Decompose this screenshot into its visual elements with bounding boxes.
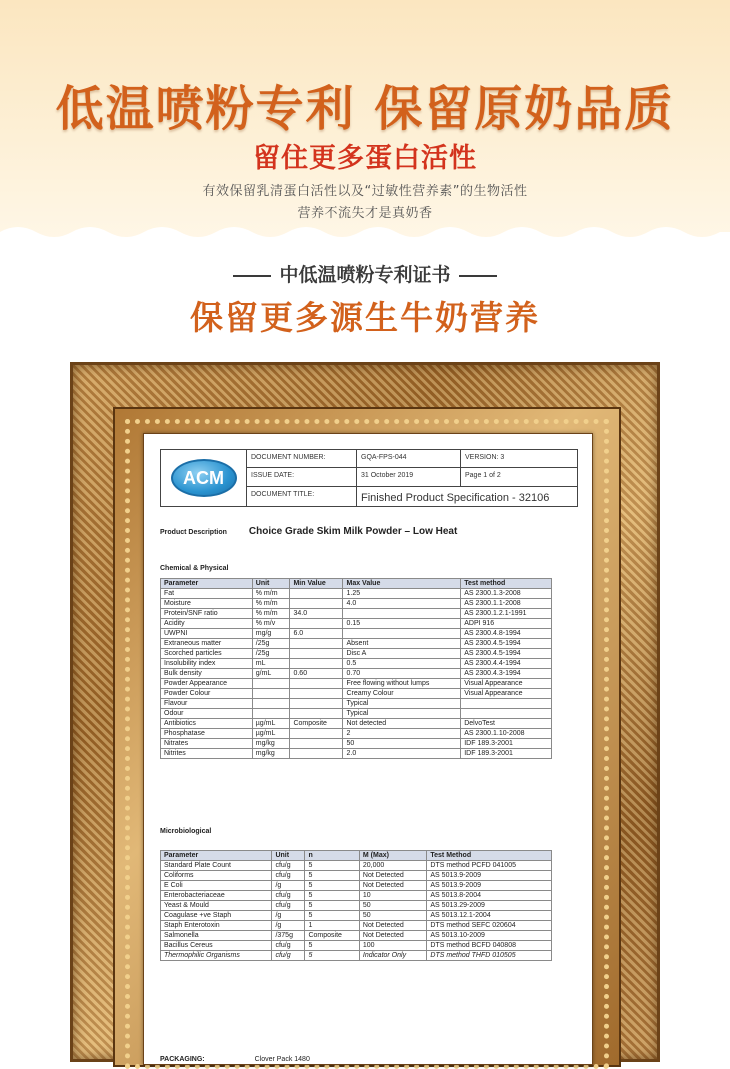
table-cell: 0.60 [290,669,343,679]
table-cell: mg/kg [252,739,290,749]
product-description-label: Product Description [160,529,227,536]
table-cell: AS 5013.9-2009 [427,881,552,891]
table-row [161,951,552,961]
column-header: Min Value [290,579,343,589]
table-row [161,629,552,639]
table-cell: AS 2300.1.2.1-1991 [461,609,552,619]
column-header: n [305,851,359,861]
table-cell: Bulk density [161,669,253,679]
table-cell: DTS method BCFD 040808 [427,941,552,951]
table-cell: Not Detected [359,931,427,941]
column-header: M (Max) [359,851,427,861]
table-cell [252,679,290,689]
table-cell: Visual Appearance [461,679,552,689]
issue-date-label: ISSUE DATE: [247,468,357,487]
table-cell: 50 [359,901,427,911]
table-row [161,921,552,931]
table-row [161,891,552,901]
table-row [161,901,552,911]
table-row [161,689,552,699]
table-cell: AS 2300.4.4-1994 [461,659,552,669]
table-row [161,881,552,891]
table-cell: % m/m [252,609,290,619]
table-cell [290,589,343,599]
acm-logo: ACM [171,459,237,497]
table-cell: DTS method SEFC 020604 [427,921,552,931]
table-cell: Visual Appearance [461,689,552,699]
table-row [161,659,552,669]
table-cell: 5 [305,941,359,951]
table-cell [290,639,343,649]
table-cell: Salmonella [161,931,272,941]
document-header [160,449,578,507]
table-cell: AS 2300.4.5-1994 [461,639,552,649]
table-row [161,669,552,679]
table-cell: AS 2300.4.5-1994 [461,649,552,659]
table-cell: AS 2300.4.3-1994 [461,669,552,679]
picture-frame [70,362,660,1062]
product-name: Choice Grade Skim Milk Powder – Low Heat [248,526,458,537]
table-row [161,871,552,881]
document-title-label: DOCUMENT TITLE: [247,487,357,506]
table-cell [290,729,343,739]
table-cell: Standard Plate Count [161,861,272,871]
table-cell: IDF 189.3-2001 [461,739,552,749]
table-cell [290,699,343,709]
table-cell: 5 [305,881,359,891]
table-cell: IDF 189.3-2001 [461,749,552,759]
table-cell: 2 [343,729,461,739]
table-cell: 10 [359,891,427,901]
table-cell: % m/v [252,619,290,629]
table-cell: Protein/SNF ratio [161,609,253,619]
table-cell: /g [272,881,305,891]
table-cell [461,699,552,709]
table-cell [252,709,290,719]
table-cell: 1 [305,921,359,931]
table-cell: E Coli [161,881,272,891]
table-row [161,589,552,599]
document-title-value: Finished Product Specification - 32106 [361,492,550,504]
description-line-1: 有效保留乳清蛋白活性以及“过敏性营养素”的生物活性 [202,184,528,199]
table-cell: 0.15 [343,619,461,629]
document-number-label: DOCUMENT NUMBER: [247,450,357,468]
table-cell [290,689,343,699]
table-row [161,729,552,739]
table-cell: 5 [305,861,359,871]
table-cell: 50 [343,739,461,749]
table-cell: Composite [290,719,343,729]
product-description [160,526,457,537]
table-cell: Composite [305,931,359,941]
table-cell: cfu/g [272,891,305,901]
table-cell: Not Detected [359,881,427,891]
table-cell: Antibiotics [161,719,253,729]
table-cell: % m/m [252,589,290,599]
certificate-title-text: 中低温喷粉专利证书 [279,264,451,286]
main-headline: 低温喷粉专利 保留原奶品质 [55,81,675,137]
chemical-physical-table [160,578,552,759]
table-cell: 2.0 [343,749,461,759]
table-cell: µg/mL [252,729,290,739]
table-cell: Scorched particles [161,649,253,659]
table-cell [290,739,343,749]
table-cell: Free flowing without lumps [343,679,461,689]
column-header: Parameter [161,851,272,861]
table-cell: Powder Colour [161,689,253,699]
column-header: Max Value [343,579,461,589]
specification-document [143,433,593,1065]
table-cell: Absent [343,639,461,649]
table-cell: Acidity [161,619,253,629]
table-cell: /375g [272,931,305,941]
table-cell: Coagulase +ve Staph [161,911,272,921]
table-cell: DTS method PCFD 041005 [427,861,552,871]
table-row [161,749,552,759]
table-cell: Nitrites [161,749,253,759]
table-row [161,739,552,749]
certificate-title [0,260,730,287]
table-cell: 6.0 [290,629,343,639]
table-cell: Bacillus Cereus [161,941,272,951]
table-row [161,599,552,609]
table-cell: 5 [305,871,359,881]
table-cell: Enterobacteriaceae [161,891,272,901]
page-indicator: Page 1 of 2 [461,468,577,487]
column-header: Unit [272,851,305,861]
column-header: Test Method [427,851,552,861]
table-cell: Insolubility index [161,659,253,669]
table-cell: AS 2300.1.10-2008 [461,729,552,739]
table-cell: cfu/g [272,861,305,871]
table-cell [290,709,343,719]
table-cell [252,699,290,709]
table-cell: AS 2300.1.3-2008 [461,589,552,599]
table-cell: Disc A [343,649,461,659]
table-cell: UWPNI [161,629,253,639]
table-cell: mL [252,659,290,669]
table-cell: /g [272,921,305,931]
table-cell [290,599,343,609]
table-row [161,719,552,729]
table-cell [343,629,461,639]
table-cell: Staph Enterotoxin [161,921,272,931]
table-cell: mg/g [252,629,290,639]
table-cell: ADPI 916 [461,619,552,629]
packaging-label: PACKAGING: [160,1056,205,1063]
table-row [161,649,552,659]
table-cell: 5 [305,891,359,901]
wave-divider [0,222,730,262]
table-row [161,609,552,619]
table-cell: g/mL [252,669,290,679]
table-row [161,861,552,871]
table-cell [461,709,552,719]
certificate-headline: 保留更多源生牛奶营养 [190,298,540,337]
table-cell: DelvoTest [461,719,552,729]
table-cell: Fat [161,589,253,599]
version: VERSION: 3 [461,450,577,468]
table-cell: /g [272,911,305,921]
table-cell: 1.25 [343,589,461,599]
table-cell: cfu/g [272,941,305,951]
table-cell: cfu/g [272,901,305,911]
table-cell: 0.70 [343,669,461,679]
header-grid [247,450,577,506]
table-cell: Odour [161,709,253,719]
table-cell: DTS method THFD 010505 [427,951,552,961]
logo-cell [161,450,247,506]
table-cell: AS 5013.29-2009 [427,901,552,911]
table-cell: /25g [252,649,290,659]
table-cell: µg/mL [252,719,290,729]
table-row [161,679,552,689]
section-chemical-physical: Chemical & Physical [160,565,229,572]
table-cell: Phosphatase [161,729,253,739]
table-row [161,699,552,709]
table-cell: AS 5013.12.1-2004 [427,911,552,921]
table-cell: Thermophilic Organisms [161,951,272,961]
table-cell [290,619,343,629]
table-cell: 100 [359,941,427,951]
table-cell: Not detected [343,719,461,729]
table-row [161,931,552,941]
title-dash-right [459,275,497,277]
table-cell [290,749,343,759]
table-cell: Yeast & Mould [161,901,272,911]
title-dash-left [233,275,271,277]
table-cell: 20,000 [359,861,427,871]
sub-headline: 留住更多蛋白活性 [253,143,477,174]
section-microbiological: Microbiological [160,828,212,835]
issue-date-value: 31 October 2019 [357,468,461,487]
packaging-value: Clover Pack 1480 [254,1056,310,1063]
table-cell: Not Detected [359,921,427,931]
table-cell: /25g [252,639,290,649]
table-cell: 5 [305,901,359,911]
table-cell: % m/m [252,599,290,609]
table-cell: Typical [343,709,461,719]
description-line-2: 营养不流失才是真奶香 [297,206,433,221]
table-cell [290,659,343,669]
column-header: Test method [461,579,552,589]
packaging-line [160,1056,310,1063]
microbiological-table [160,850,552,961]
table-cell: Typical [343,699,461,709]
table-cell: 5 [305,911,359,921]
table-cell: Coliforms [161,871,272,881]
column-header: Unit [252,579,290,589]
document-number-value: GQA-FPS-044 [357,450,461,468]
table-cell: Moisture [161,599,253,609]
table-cell: Creamy Colour [343,689,461,699]
table-row [161,911,552,921]
table-cell: Nitrates [161,739,253,749]
table-cell [252,689,290,699]
table-row [161,941,552,951]
table-cell: AS 2300.4.8-1994 [461,629,552,639]
column-header: Parameter [161,579,253,589]
table-cell: AS 5013.10-2009 [427,931,552,941]
table-row [161,639,552,649]
table-cell: AS 5013.9-2009 [427,871,552,881]
table-cell: 50 [359,911,427,921]
table-cell: 5 [305,951,359,961]
table-cell: AS 2300.1.1-2008 [461,599,552,609]
table-cell [290,649,343,659]
table-cell: AS 5013.8-2004 [427,891,552,901]
table-cell: Flavour [161,699,253,709]
table-row [161,709,552,719]
table-row [161,619,552,629]
table-cell: cfu/g [272,871,305,881]
table-cell [290,679,343,689]
table-cell: Not Detected [359,871,427,881]
table-cell [343,609,461,619]
table-cell: cfu/g [272,951,305,961]
table-cell: 4.0 [343,599,461,609]
table-cell: Powder Appearance [161,679,253,689]
table-cell: mg/kg [252,749,290,759]
table-cell: 0.5 [343,659,461,669]
table-cell: 34.0 [290,609,343,619]
table-cell: Indicator Only [359,951,427,961]
table-cell: Extraneous matter [161,639,253,649]
